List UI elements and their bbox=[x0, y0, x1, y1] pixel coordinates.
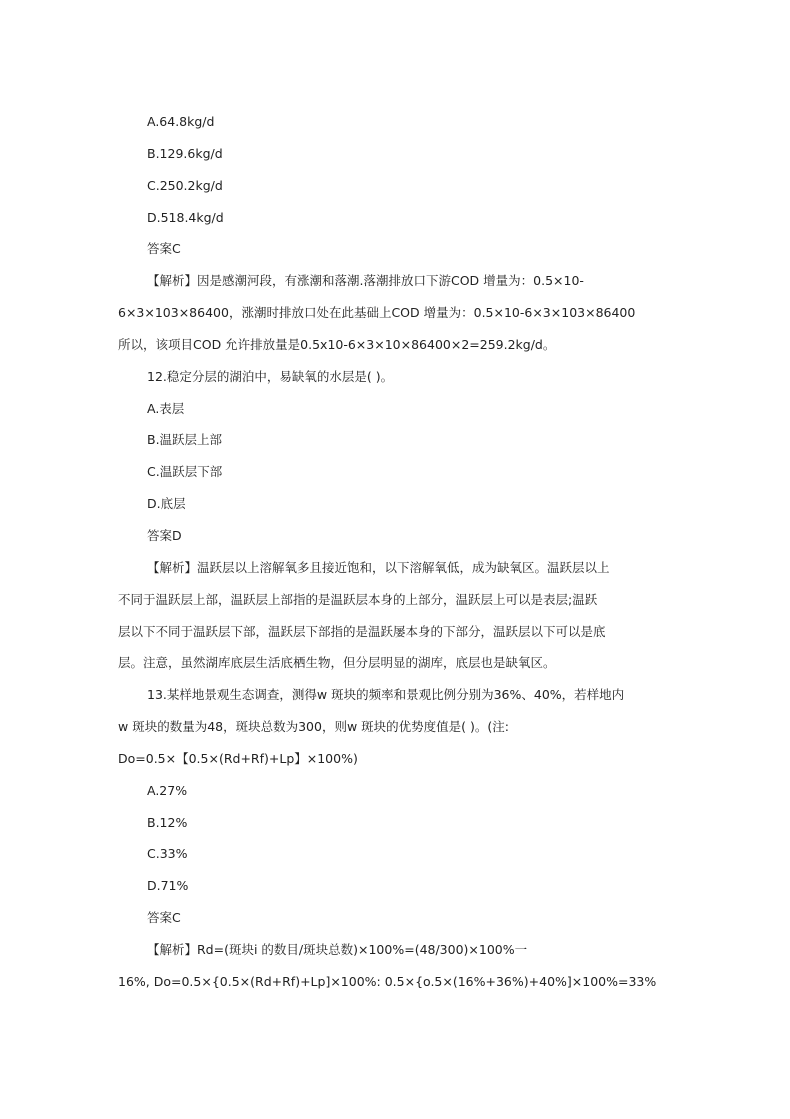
text-line: B.12% bbox=[147, 814, 188, 830]
text-line: D.518.4kg/d bbox=[147, 209, 224, 225]
text-line: 答案C bbox=[147, 910, 181, 926]
text-line: B.129.6kg/d bbox=[147, 145, 223, 161]
text-line: 【解析】温跃层以上溶解氧多且接近饱和，以下溶解氧低，成为缺氧区。温跃层以上 bbox=[147, 559, 610, 575]
text-line: 不同于温跃层上部，温跃层上部指的是温跃层本身的上部分，温跃层上可以是表层;温跃 bbox=[118, 591, 598, 607]
text-line: C.33% bbox=[147, 846, 188, 862]
text-line: 16%, Do=0.5×{0.5×(Rd+Rf)+Lp]×100%: 0.5×{o.5×(16%+36%)+40%]×100%=33% bbox=[118, 973, 657, 989]
text-line: C.250.2kg/d bbox=[147, 177, 223, 193]
text-line: 层以下不同于温跃层下部，温跃层下部指的是温跃屡本身的下部分，温跃层以下可以是底 bbox=[118, 623, 606, 639]
text-line: B.温跃层上部 bbox=[147, 432, 223, 448]
text-line: 层。注意，虽然湖库底层生活底栖生物，但分层明显的湖库，底层也是缺氧区。 bbox=[118, 655, 556, 671]
text-line: D.底层 bbox=[147, 496, 186, 512]
text-line: A.27% bbox=[147, 782, 188, 798]
text-line: D.71% bbox=[147, 878, 189, 894]
text-line: 答案C bbox=[147, 241, 181, 257]
text-line: 答案D bbox=[147, 527, 182, 543]
text-line: A.表层 bbox=[147, 400, 185, 416]
text-line: 所以，该项目COD 允许排放量是0.5x10-6×3×10×86400×2=259.2kg/d。 bbox=[118, 336, 556, 352]
text-line: 6×3×103×86400，涨潮时排放口处在此基础上COD 增量为：0.5×10-6×3×103×86400 bbox=[118, 305, 636, 321]
text-line: 【解析】因是感潮河段，有涨潮和落潮.落潮排放口下游COD 增量为：0.5×10- bbox=[147, 273, 584, 289]
text-line: 13.某样地景观生态调查，测得w 斑块的频率和景观比例分别为36%、40%，若样地内 bbox=[147, 687, 625, 703]
text-line: w 斑块的数量为48，斑块总数为300，则w 斑块的优势度值是( )。(注: bbox=[118, 719, 509, 735]
document-body bbox=[118, 113, 678, 1005]
text-line: Do=0.5×【0.5×(Rd+Rf)+Lp】×100%) bbox=[118, 750, 358, 766]
text-line: 12.稳定分层的湖泊中，易缺氧的水层是( )。 bbox=[147, 368, 394, 384]
text-line: 【解析】Rd=(斑块i 的数目/斑块总数)×100%=(48/300)×100%一 bbox=[147, 941, 528, 957]
text-line: A.64.8kg/d bbox=[147, 114, 215, 129]
text-line: C.温跃层下部 bbox=[147, 464, 223, 480]
